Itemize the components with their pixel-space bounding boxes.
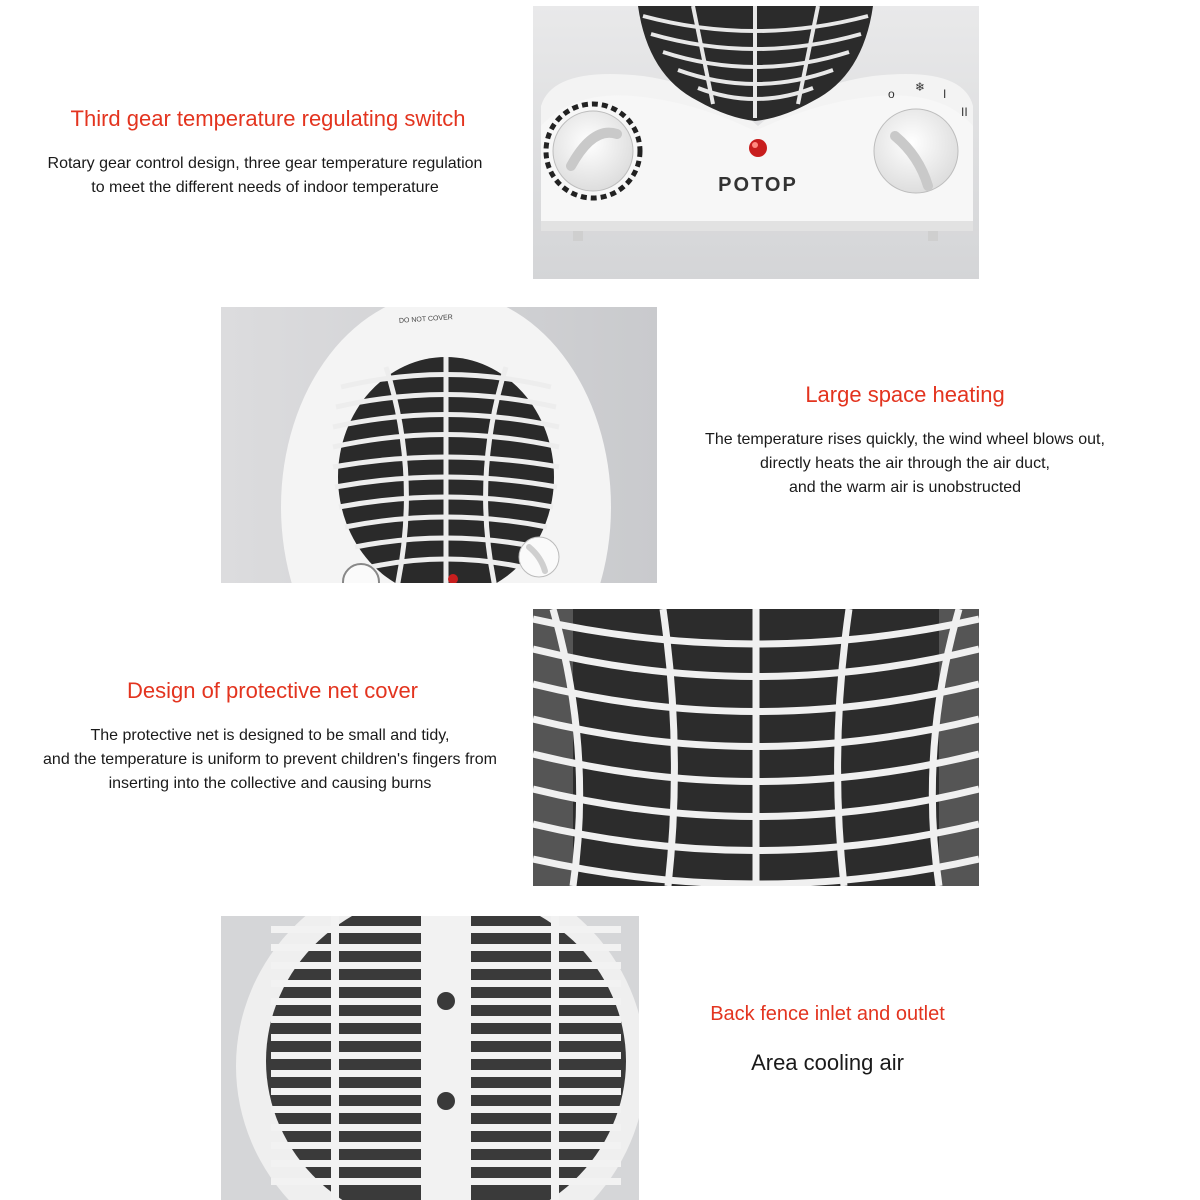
section-2-line-2: directly heats the air through the air duct, <box>760 455 1050 472</box>
grille-label: DO NOT COVER <box>398 314 454 325</box>
back-vent-photo <box>221 916 639 1200</box>
section-4-heading: Back fence inlet and outlet <box>710 1003 945 1025</box>
section-2-description <box>660 428 1150 500</box>
dial-mark-low: I <box>943 87 947 101</box>
section-1-line-2: to meet the different needs of indoor temperature <box>91 179 439 196</box>
indicator-light <box>749 139 767 157</box>
section-1-description <box>0 152 530 200</box>
control-panel-illustration <box>533 6 979 279</box>
section-3-description <box>0 724 540 796</box>
brand-logo: POTOP <box>718 174 798 196</box>
section-2-heading: Large space heating <box>805 382 1005 407</box>
grille-closeup-illustration <box>533 609 979 886</box>
heater-front-illustration <box>221 307 657 583</box>
control-panel-photo <box>533 6 979 279</box>
heater-front-photo <box>221 307 657 583</box>
section-2-line-3: and the warm air is unobstructed <box>788 479 1022 496</box>
section-3-heading: Design of protective net cover <box>126 678 419 703</box>
dial-mark-fan: ❄ <box>915 80 926 94</box>
section-3-line-3: inserting into the collective and causing burns <box>108 775 432 792</box>
section-1-heading: Third gear temperature regulating switch <box>70 106 466 131</box>
section-2-line-1: The temperature rises quickly, the wind wheel blows out, <box>705 431 1105 448</box>
section-1-line-1: Rotary gear control design, three gear temperature regulation <box>47 155 483 172</box>
dial-mark-off: o <box>888 87 895 101</box>
grille-closeup-photo <box>533 609 979 886</box>
dial-mark-high: II <box>961 105 968 119</box>
section-4-description: Area cooling air <box>751 1050 904 1075</box>
section-3-line-2: and the temperature is uniform to prevent children's fingers from <box>43 751 497 768</box>
back-vent-illustration <box>221 916 639 1200</box>
section-3-line-1: The protective net is designed to be small and tidy, <box>90 727 450 744</box>
